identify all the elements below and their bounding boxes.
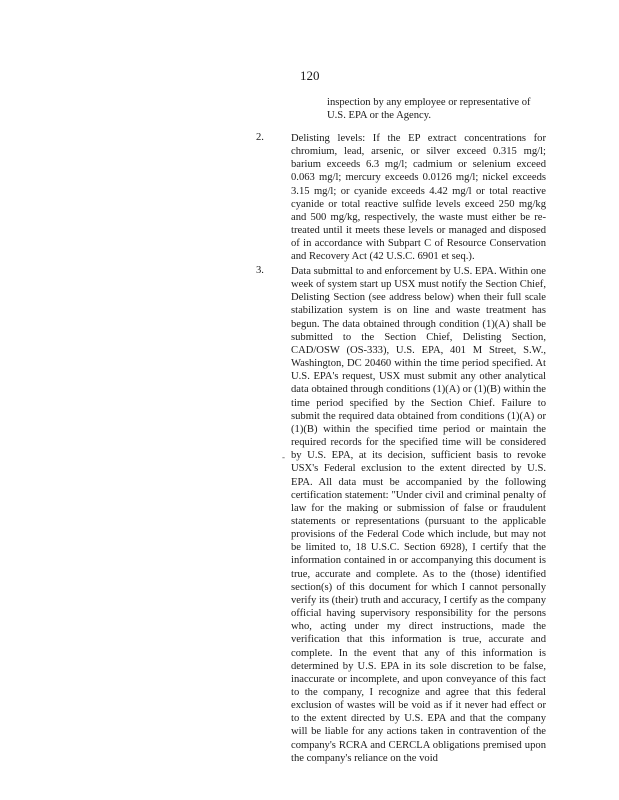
list-item-number: 3. [256, 265, 264, 276]
page-number: 120 [300, 68, 320, 83]
list-item-number: 2. [256, 132, 264, 143]
margin-mark: - [282, 452, 285, 462]
list-item-text: Delisting levels: If the EP extract concentrations for chromium, lead, arsenic, or silver exceed 0.315 mg/l; barium exceeds 6.3 mg/l; cadmium or selenium exceed 0.063 mg/l; mercury exceeds 0.0126 mg/l; nickel exceeds 3.15 mg/l; or cyanide exceeds 4.42 mg/l or total reactive cyanide or total reactive sulfide levels exceed 250 mg/kg and 500 mg/kg, respectively, the waste must either be re-treated until it meets these levels or managed and disposed of in accordance with Subpart C of Resource Conservation and Recovery Act (42 U.S.C. 6901 et seq.). [291, 133, 546, 263]
list-item-text: Data submittal to and enforcement by U.S. EPA. Within one week of system start up USX must notify the Section Chief, Delisting Section (see address below) when their full scale stabilization system is on line and waste treatment has begun. The data obtained through condition (1)(A) shall be submitted to the Section Chief, Delisting Section, CAD/OSW (OS-333), U.S. EPA, 401 M Street, S.W., Washington, DC 20460 within the time period specified. At U.S. EPA's request, USX must submit any other analytical data obtained through conditions (1)(A) or (1)(B) within the time period specified by the Section Chief. Failure to submit the required data obtained from conditions (1)(A) or (1)(B) within the specified time period or maintain the required records for the specified time will be considered by U.S. EPA, at its decision, sufficient basis to revoke USX's Federal exclusion to the extent directed by U.S. EPA. All data must be accompanied by the following certification statement: "Under civil and criminal penalty of law for the making or submission of false or fraudulent statements or representations (pursuant to the applicable provisions of the Federal Code which include, but may not be limited to, 18 U.S.C. Section 6928), I certify that the information contained in or accompanying this document is true, accurate and complete. As to the (those) identified section(s) of this document for which I cannot personally verify its (their) truth and accuracy, I certify as the company official having supervisory responsibility for the persons who, acting under my direct instructions, made the verification that this information is true, accurate and complete. In the event that any of this information is determined by U.S. EPA in its sole discretion to be false, inaccurate or incomplete, and upon conveyance of this fact to the company, I recognize and agree that this federal exclusion of wastes will be void as if it never had effect or to the extent directed by U.S. EPA and that the company will be liable for any actions taken in contravention of the company's RCRA and CERCLA obligations premised upon the company's reliance on the void [291, 266, 546, 764]
continuation-paragraph: inspection by any employee or representative of U.S. EPA or the Agency. [327, 97, 531, 122]
